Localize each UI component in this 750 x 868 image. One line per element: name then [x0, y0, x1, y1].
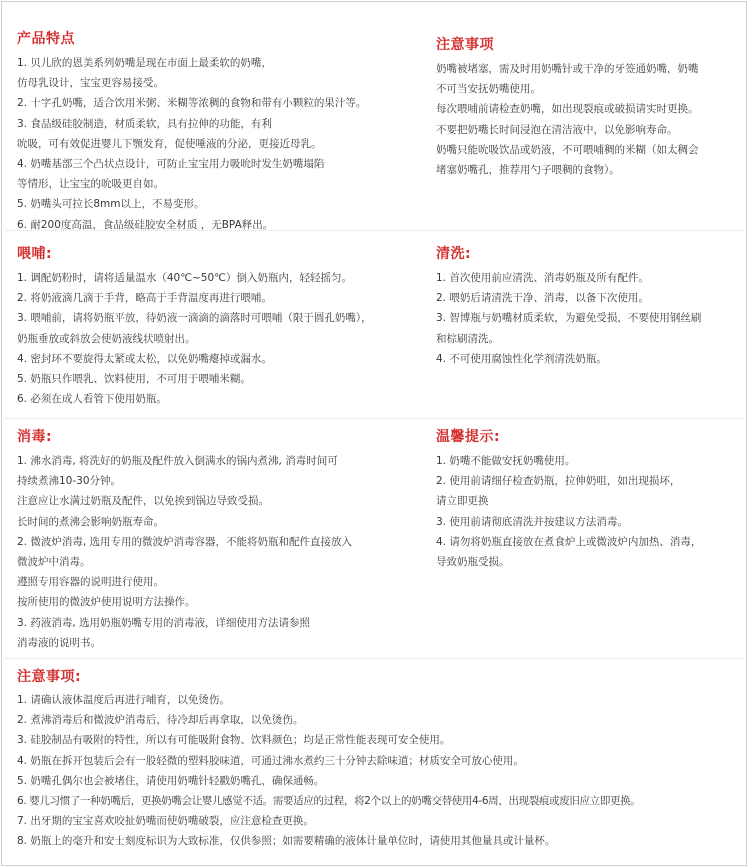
text-line: 仿母乳设计，宝宝更容易接受。: [17, 77, 164, 90]
section-lines: [17, 690, 640, 852]
text-line: 请立即更换: [436, 495, 489, 508]
section-lines: [17, 451, 352, 653]
text-line: 1. 首次使用前应清洗、消毒奶瓶及所有配件。: [436, 272, 649, 284]
text-line: 5. 奶瓶只作喂乳、饮料使用，不可用于喂哺米糊。: [17, 373, 251, 386]
section-lines: [436, 268, 701, 369]
text-line: 3. 硅胶制品有吸附的特性，所以有可能吸附食物、饮料颜色；均是正常性能表现可安全使用。: [17, 734, 451, 747]
section-title: 喂哺:: [17, 246, 53, 262]
text-line: 4. 密封环不要旋得太紧或太松，以免奶嘴瘪掉或漏水。: [17, 352, 272, 365]
text-line: 不可当安抚奶嘴使用。: [436, 83, 541, 96]
text-line: 1. 请确认液体温度后再进行哺育，以免烫伤。: [17, 694, 230, 706]
text-line: 3. 食品级硅胶制造，材质柔软，具有拉伸的功能，有利: [17, 117, 272, 130]
section-title: 注意事项:: [17, 669, 82, 685]
section-lines: [17, 53, 366, 235]
text-line: 5. 奶嘴头可拉长8mm以上，不易变形。: [17, 198, 205, 211]
text-line: 8. 奶瓶上的毫升和安士刻度标识为大致标准，仅供参照；如需要精确的液体计量单位时，请使用其他量具或计量杯。: [17, 835, 556, 848]
text-line: 4. 奶嘴基部三个凸状点设计，可防止宝宝用力吸吮时发生奶嘴塌陷: [17, 158, 325, 171]
text-line: 4. 请勿将奶瓶直接放在煮食炉上或微波炉内加热、消毒，: [436, 535, 702, 548]
text-line: 3. 药液消毒, 选用奶瓶奶嘴专用的消毒液，详细使用方法请参照: [17, 616, 311, 629]
text-line: 4. 不可使用腐蚀性化学剂清洗奶瓶。: [436, 352, 607, 365]
text-line: 6. 必须在成人看管下使用奶瓶。: [17, 393, 167, 406]
text-line: 3. 智博瓶与奶嘴材质柔软，为避免受损，不要使用钢丝刷: [436, 312, 702, 325]
section-sterilize: [17, 428, 352, 653]
text-line: 5. 奶嘴孔偶尔也会被堵住，请使用奶嘴针轻戳奶嘴孔，确保通畅。: [17, 774, 325, 787]
text-line: 吮吸，可有效促进婴儿下颚发育，促使唾液的分泌，更接近母乳。: [17, 137, 322, 150]
text-line: 不要把奶嘴长时间浸泡在清洁液中，以免影响寿命。: [436, 123, 678, 136]
text-line: 长时间的煮沸会影响奶瓶寿命。: [17, 515, 164, 528]
text-line: 遵照专用容器的说明进行使用。: [17, 576, 164, 589]
section-divider: [6, 658, 744, 659]
text-line: 6. 婴儿习惯了一种奶嘴后，更换奶嘴会让婴儿感觉不适。需要适应的过程，将2个以上的奶嘴交替使用4-6周，出现裂痕或废旧应立即更换。: [17, 795, 641, 808]
section-cleaning: [436, 245, 701, 369]
text-line: 持续煮沸10-30分钟。: [17, 475, 122, 488]
section-title: 温馨提示:: [436, 429, 501, 445]
text-line: 和棕刷清洗。: [436, 332, 499, 345]
text-line: 等情形，让宝宝的吮吸更自如。: [17, 178, 164, 191]
section-title: 清洗:: [436, 246, 472, 262]
text-line: 2. 喂奶后请清洗干净、消毒，以备下次使用。: [436, 292, 649, 305]
text-line: 2. 将奶液滴几滴于手背，略高于手背温度再进行喂哺。: [17, 292, 272, 305]
text-line: 导致奶瓶受损。: [436, 556, 510, 569]
text-line: 消毒液的说明书。: [17, 636, 101, 649]
text-line: 2. 微波炉消毒, 选用专用的微波炉消毒容器，不能将奶瓶和配件直接放入: [17, 535, 353, 548]
text-line: 1. 沸水消毒, 将洗好的奶瓶及配件放入倒满水的锅内煮沸, 消毒时间可: [17, 455, 338, 467]
text-line: 1. 贝儿欣的恩美系列奶嘴是现在市面上最柔软的奶嘴，: [17, 57, 272, 69]
text-line: 3. 喂哺前，请将奶瓶平放，待奶液一滴滴的滴落时可喂哺（限于圆孔奶嘴），: [17, 312, 372, 325]
text-line: 每次喂哺前请检查奶嘴，如出现裂痕或破损请实时更换。: [436, 103, 699, 116]
text-line: 3. 使用前请彻底清洗并按建议方法消毒。: [436, 515, 628, 528]
text-line: 按所使用的微波炉使用说明方法操作。: [17, 596, 196, 609]
section-lines: [17, 268, 372, 409]
section-title: 注意事项: [436, 37, 494, 53]
text-line: 奶瓶垂放或斜放会使奶液线状喷射出。: [17, 332, 196, 345]
text-line: 1. 调配奶粉时，请将适量温水（40℃~50℃）倒入奶瓶内，轻轻摇匀。: [17, 272, 352, 284]
text-line: 2. 十字孔奶嘴，适合饮用米粥、米糊等浓稠的食物和带有小颗粒的果汁等。: [17, 97, 367, 110]
text-line: 4. 奶瓶在拆开包装后会有一股轻微的塑料胶味道，可通过沸水煮约三十分钟去除味道；材质安全可放心使用。: [17, 754, 524, 767]
section-title: 消毒:: [17, 429, 53, 445]
text-line: 奶嘴被堵塞，需及时用奶嘴针或干净的牙签通奶嘴，奶嘴: [436, 63, 699, 75]
section-lines: [436, 451, 701, 572]
section-product-features: [17, 30, 366, 235]
text-line: 1. 奶嘴不能做安抚奶嘴使用。: [436, 455, 576, 467]
section-lines: [436, 59, 699, 180]
text-line: 奶嘴只能吮吸饮品或奶液，不可喂哺稠的米糊（如太稠会: [436, 143, 699, 156]
section-notice-top: [436, 36, 699, 180]
section-feeding: [17, 245, 372, 409]
section-divider: [6, 418, 744, 419]
text-line: 2. 使用前请细仔检查奶瓶，拉伸奶咀，如出现损坏，: [436, 475, 681, 488]
text-line: 7. 出牙期的宝宝喜欢咬扯奶嘴而使奶嘴破裂，应注意检查更换。: [17, 815, 314, 828]
section-title: 产品特点: [17, 31, 75, 47]
section-divider: [6, 230, 744, 231]
text-line: 6. 耐200度高温，食品级硅胶安全材质 ，无BPA释出。: [17, 218, 274, 231]
text-line: 堵塞奶嘴孔，推荐用勺子喂稠的食物）。: [436, 164, 620, 177]
text-line: 2. 煮沸消毒后和微波炉消毒后，待冷却后再拿取，以免烫伤。: [17, 714, 304, 727]
text-line: 注意应让水满过奶瓶及配件，以免挨到锅边导致受损。: [17, 495, 269, 508]
text-line: 微波炉中消毒。: [17, 556, 91, 569]
section-tips: [436, 428, 701, 572]
section-notice-bottom: [17, 668, 640, 852]
